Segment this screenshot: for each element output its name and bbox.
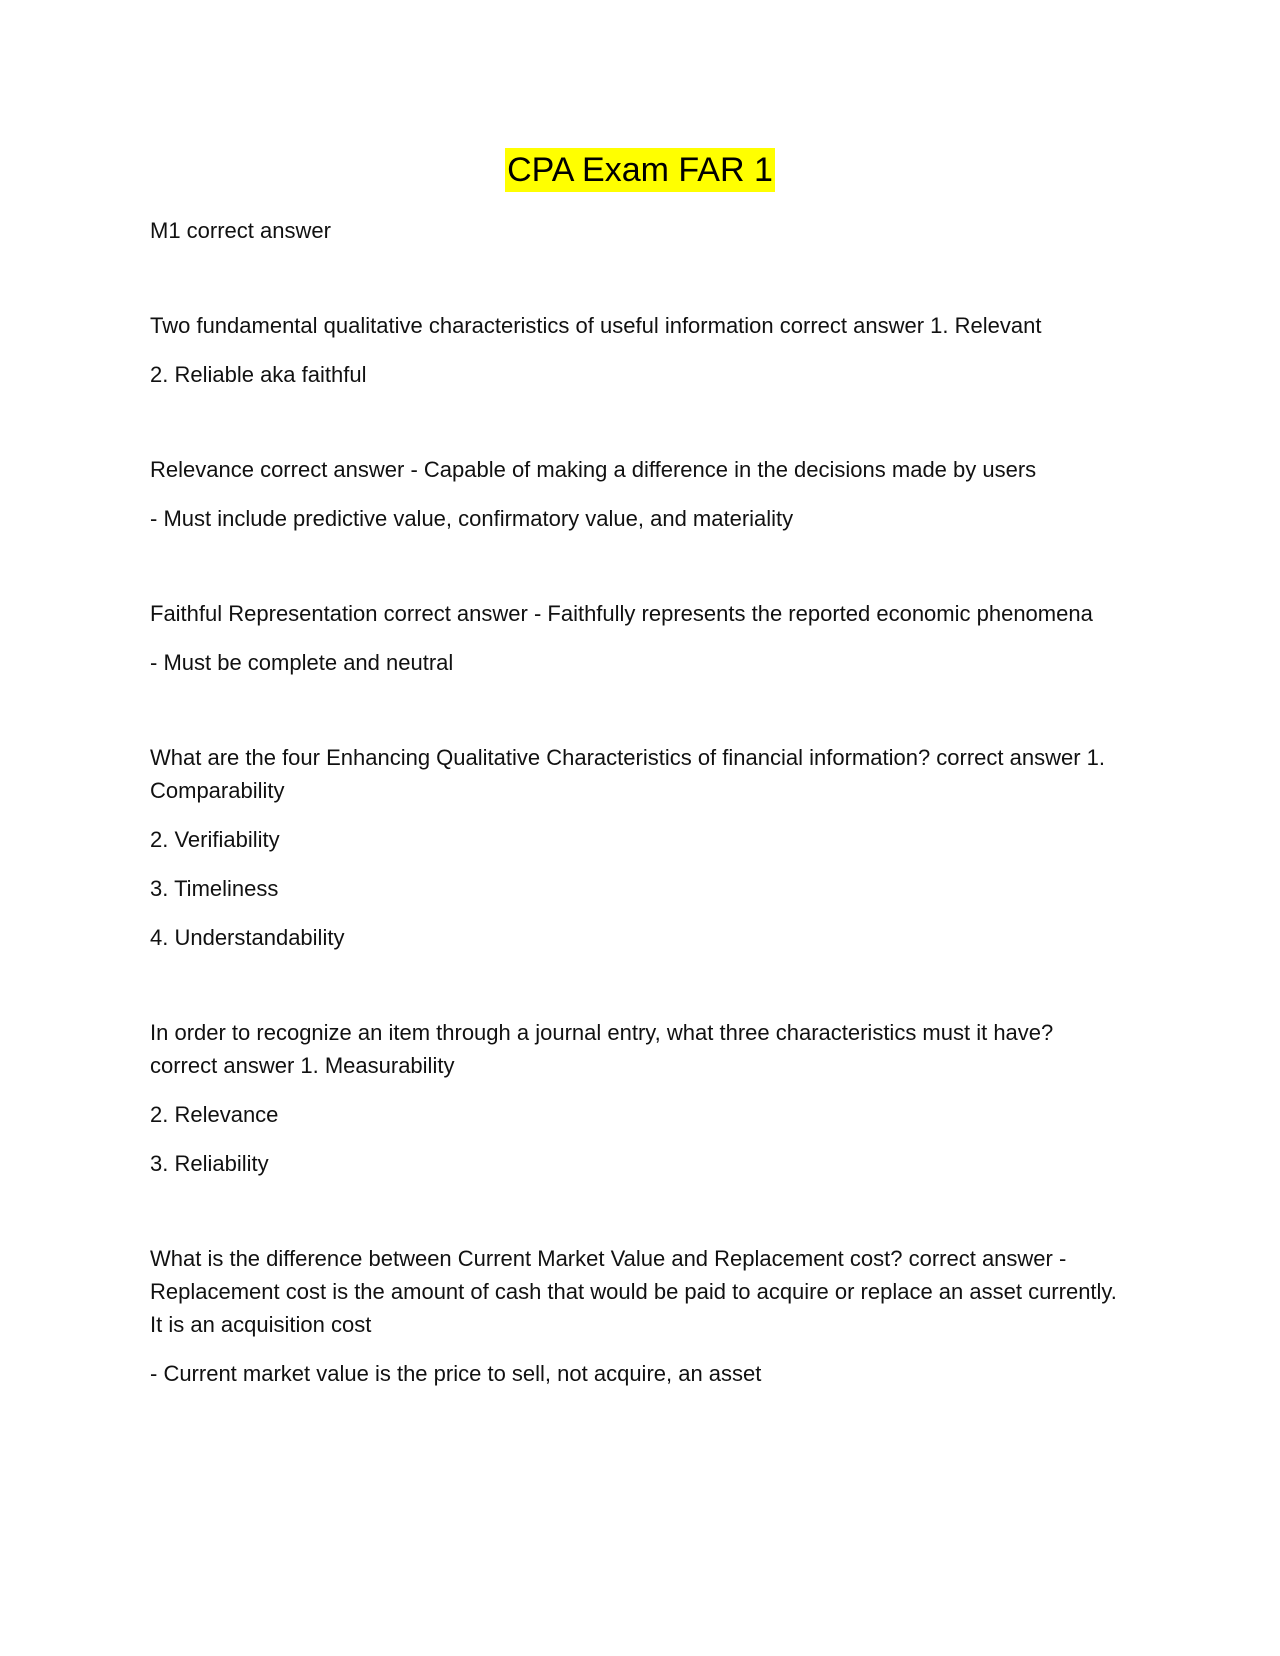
qa-block [150, 597, 1125, 679]
paragraph: Faithful Representation correct answer - Faithfully represents the reported economic phenomena [150, 601, 1093, 626]
qa-block [150, 741, 1125, 954]
qa-block [150, 309, 1125, 391]
paragraph: In order to recognize an item through a journal entry, what three characteristics must it have? correct answer 1. Measurability [150, 1020, 1054, 1078]
document-body [150, 214, 1125, 1390]
title-wrapper [0, 148, 1280, 192]
paragraph: M1 correct answer [150, 218, 331, 243]
qa-block [150, 453, 1125, 535]
paragraph: 2. Verifiability [150, 827, 280, 852]
paragraph: 3. Reliability [150, 1151, 269, 1176]
paragraph: What are the four Enhancing Qualitative Characteristics of financial information? correct answer 1. Comparability [150, 745, 1106, 803]
paragraph: 2. Reliable aka faithful [150, 362, 367, 387]
paragraph: - Current market value is the price to sell, not acquire, an asset [150, 1361, 762, 1386]
qa-block [150, 1242, 1125, 1390]
paragraph: - Must be complete and neutral [150, 650, 454, 675]
paragraph: Two fundamental qualitative characteristics of useful information correct answer 1. Relevant [150, 313, 1042, 338]
paragraph: 4. Understandability [150, 925, 345, 950]
paragraph: 2. Relevance [150, 1102, 279, 1127]
paragraph: 3. Timeliness [150, 876, 279, 901]
document-title: CPA Exam FAR 1 [505, 148, 775, 192]
qa-block [150, 214, 1125, 247]
qa-block [150, 1016, 1125, 1180]
paragraph: - Must include predictive value, confirmatory value, and materiality [150, 506, 794, 531]
paragraph: Relevance correct answer - Capable of making a difference in the decisions made by users [150, 457, 1037, 482]
paragraph: What is the difference between Current Market Value and Replacement cost? correct answer - Replacement cost is the amount of cash that would be paid to acquire or replace an asset currently. It is an acquisition cost [150, 1246, 1117, 1337]
